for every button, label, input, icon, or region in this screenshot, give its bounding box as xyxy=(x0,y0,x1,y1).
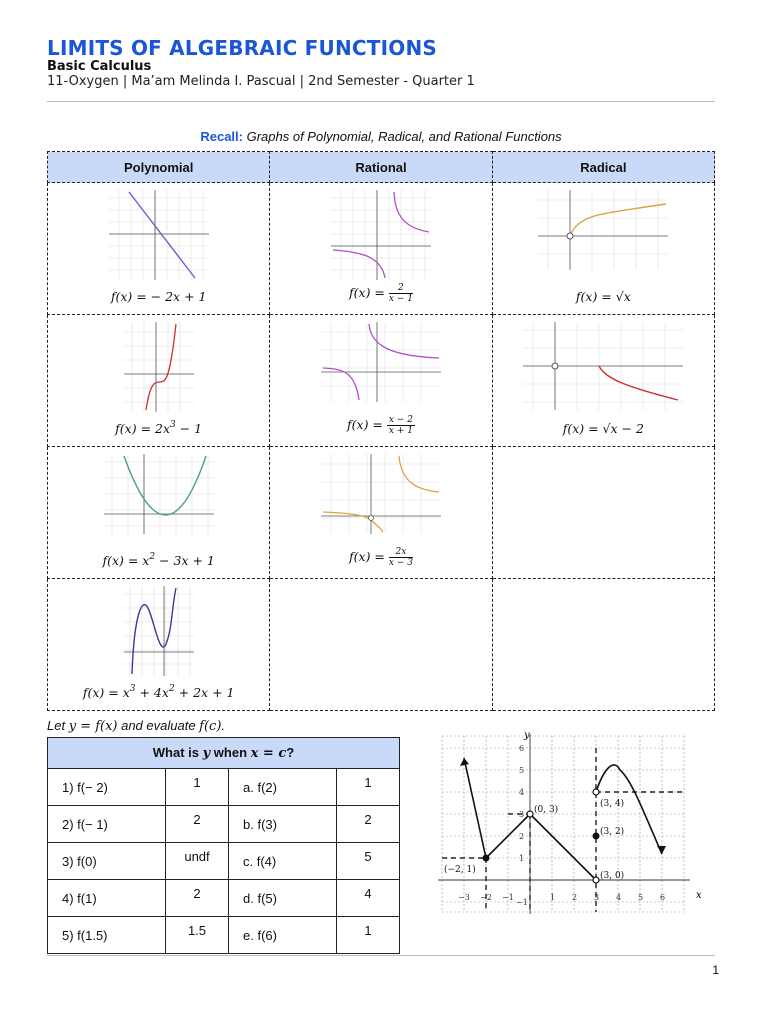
fraction-denominator: x − 1 xyxy=(388,294,413,304)
evaluation-header xyxy=(48,738,400,769)
cell-rat2 xyxy=(270,315,492,447)
header-text: What is xyxy=(152,745,203,760)
point-label: (0, 3) xyxy=(534,805,559,815)
graph-quadratic xyxy=(104,454,214,534)
graph-sqrt xyxy=(538,190,668,270)
header-radical: Radical xyxy=(492,152,714,183)
fraction-numerator: 2 xyxy=(389,283,413,294)
y-tick: 3 xyxy=(519,810,525,819)
fraction-denominator: x − 3 xyxy=(388,558,413,568)
cell-poly3 xyxy=(48,447,270,579)
formula-poly2 xyxy=(48,420,269,436)
table-row xyxy=(48,769,400,806)
question-cell: 3) f(0) xyxy=(48,843,166,880)
y-tick: 6 xyxy=(519,744,525,753)
header-rational: Rational xyxy=(270,152,492,183)
x-tick: 3 xyxy=(594,893,600,902)
y-tick: 4 xyxy=(519,788,525,797)
x-axis-label: x xyxy=(696,890,702,901)
header-text: when xyxy=(210,745,251,760)
cell-empty-2 xyxy=(270,579,492,711)
instruction-math: y = f(x) xyxy=(68,719,118,734)
answer-cell[interactable]: 1 xyxy=(337,769,400,806)
fraction xyxy=(389,547,413,568)
graph-cubic xyxy=(124,322,194,412)
point-label: (−2, 1) xyxy=(444,865,476,875)
answer-cell[interactable]: 2 xyxy=(337,806,400,843)
evaluation-table xyxy=(47,737,400,954)
formula-exponent: 3 xyxy=(170,420,176,430)
fraction-numerator: x − 2 xyxy=(388,415,413,425)
formula-part: + 4x xyxy=(135,685,169,700)
recall-label: Recall: xyxy=(200,129,243,144)
table-row xyxy=(48,806,400,843)
cell-poly2 xyxy=(48,315,270,447)
table-row xyxy=(48,917,400,954)
instruction-text: Let xyxy=(47,718,69,733)
x-tick: 1 xyxy=(550,893,556,902)
cell-poly1 xyxy=(48,183,270,315)
x-tick: −2 xyxy=(480,893,492,902)
course-name: Basic Calculus xyxy=(47,59,152,74)
x-tick: 6 xyxy=(660,893,666,902)
fraction xyxy=(389,283,413,304)
page-number: 1 xyxy=(712,963,719,977)
formula-part: f(x) = x xyxy=(82,685,130,700)
formula-poly4 xyxy=(48,684,269,700)
y-tick: 1 xyxy=(519,854,525,863)
question-cell: a. f(2) xyxy=(229,769,337,806)
graphs-table xyxy=(47,151,715,711)
question-cell: 2) f(− 1) xyxy=(48,806,166,843)
question-cell: 5) f(1.5) xyxy=(48,917,166,954)
y-tick: −1 xyxy=(516,898,528,907)
y-axis-label: y xyxy=(524,730,530,741)
footer-divider xyxy=(47,955,715,956)
class-info: 11-Oxygen | Ma’am Melinda I. Pascual | 2nd Semester - Quarter 1 xyxy=(47,74,475,89)
question-cell: e. f(6) xyxy=(229,917,337,954)
fraction-numerator: 2x xyxy=(389,547,413,558)
fraction xyxy=(387,415,415,436)
formula-part: − 1 xyxy=(175,421,203,436)
recall-text: Graphs of Polynomial, Radical, and Rational Functions xyxy=(242,129,562,144)
formula-exponent: 2 xyxy=(168,684,175,694)
formula-exponent: 2 xyxy=(149,552,156,562)
formula-part: f(x) = 2x xyxy=(115,421,171,436)
formula-poly3 xyxy=(48,552,269,568)
x-tick: 5 xyxy=(638,893,644,902)
formula-rat3 xyxy=(270,547,491,568)
formula-lhs: f(x) = xyxy=(349,549,389,564)
answer-cell[interactable]: 4 xyxy=(337,880,400,917)
page-title: LIMITS OF ALGEBRAIC FUNCTIONS xyxy=(47,36,438,60)
piecewise-graph xyxy=(434,728,714,918)
cell-rat3 xyxy=(270,447,492,579)
formula-poly1: f(x) = − 2x + 1 xyxy=(110,289,207,304)
formula-part: f(x) = x xyxy=(102,553,150,568)
instruction-math: f(c) xyxy=(199,719,222,734)
answer-cell[interactable]: undf xyxy=(166,843,229,880)
formula-part: − 3x + 1 xyxy=(155,553,215,568)
formula-rad2: f(x) = √x − 2 xyxy=(562,421,644,436)
formula-lhs: f(x) = xyxy=(349,285,389,300)
formula-rat1 xyxy=(270,283,491,304)
formula-part: + 2x + 1 xyxy=(174,685,235,700)
graph-rational-2 xyxy=(321,322,441,402)
header-math: x = c xyxy=(250,746,287,761)
graph-rational-1 xyxy=(331,190,431,280)
recall-line xyxy=(47,129,715,144)
answer-cell[interactable]: 1 xyxy=(166,769,229,806)
cell-poly4 xyxy=(48,579,270,711)
instruction-text: and evaluate xyxy=(117,718,200,733)
graph-sqrt-shift xyxy=(523,322,683,410)
question-cell: b. f(3) xyxy=(229,806,337,843)
answer-cell[interactable]: 1 xyxy=(337,917,400,954)
formula-rat2 xyxy=(270,415,491,436)
graph-linear xyxy=(109,190,209,280)
question-cell: d. f(5) xyxy=(229,880,337,917)
question-cell: c. f(4) xyxy=(229,843,337,880)
header-math: y xyxy=(202,746,211,761)
cell-empty-3 xyxy=(492,579,714,711)
y-tick: 5 xyxy=(519,766,525,775)
formula-lhs: f(x) = xyxy=(347,417,387,432)
instruction-line xyxy=(47,718,225,734)
point-label: (3, 4) xyxy=(600,799,625,809)
cell-rad2 xyxy=(492,315,714,447)
cell-empty-1 xyxy=(492,447,714,579)
point-label: (3, 0) xyxy=(600,871,625,881)
answer-cell[interactable]: 5 xyxy=(337,843,400,880)
x-tick: 2 xyxy=(572,893,578,902)
table-row xyxy=(48,843,400,880)
x-tick: 4 xyxy=(616,893,622,902)
cell-rat1 xyxy=(270,183,492,315)
answer-cell[interactable]: 2 xyxy=(166,880,229,917)
x-tick: −1 xyxy=(502,893,514,902)
y-tick: 2 xyxy=(519,832,525,841)
header-divider xyxy=(47,101,715,102)
question-cell: 4) f(1) xyxy=(48,880,166,917)
fraction-denominator: x + 1 xyxy=(388,426,413,436)
x-tick: −3 xyxy=(458,893,470,902)
question-cell: 1) f(− 2) xyxy=(48,769,166,806)
answer-cell[interactable]: 2 xyxy=(166,806,229,843)
header-polynomial: Polynomial xyxy=(48,152,270,183)
formula-rad1: f(x) = √x xyxy=(575,289,631,304)
table-row xyxy=(48,880,400,917)
answer-cell[interactable]: 1.5 xyxy=(166,917,229,954)
header-text: ? xyxy=(286,745,295,760)
graph-rational-3 xyxy=(321,454,441,534)
instruction-text: . xyxy=(221,718,226,733)
graph-cubic-2 xyxy=(124,586,194,676)
formula-exponent: 3 xyxy=(129,684,136,694)
point-label: (3, 2) xyxy=(600,827,625,837)
cell-rad1 xyxy=(492,183,714,315)
